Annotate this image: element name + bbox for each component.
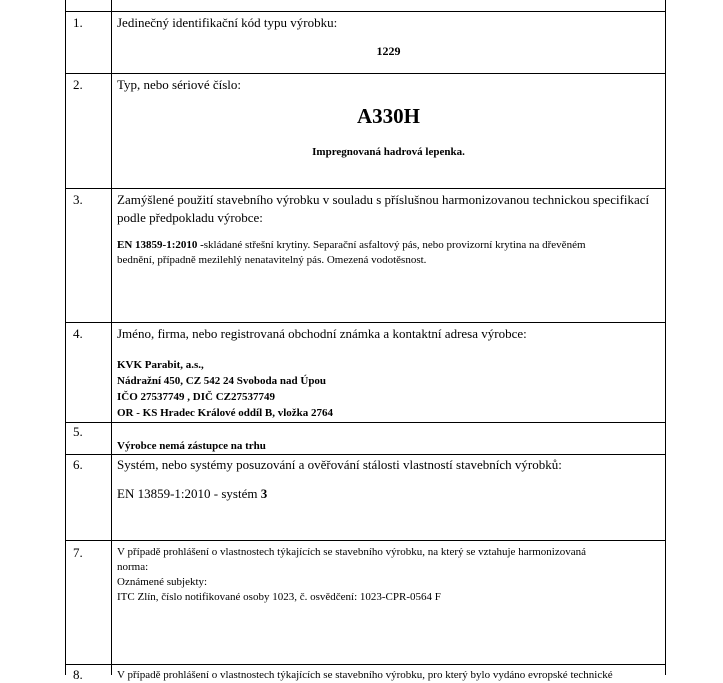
row-label-line1: Zamýšlené použití stavebního výrobku v souladu s příslušnou harmonizovanou technickou specifikací: [117, 192, 650, 207]
use-description-line1: skládané střešní krytiny. Separační asfaltový pás, nebo provizorní krytina na dřevěném: [203, 239, 586, 251]
use-description-line2: bednění, případně mezilehlý nenatavitelný pás. Omezená vodotěsnost.: [117, 254, 427, 266]
row-number: 1.: [73, 15, 83, 30]
standard-reference: EN 13859-1:2010 -: [117, 239, 204, 251]
row-label: V případě prohlášení o vlastnostech týkajících se stavebního výrobku, pro který bylo vydáno evropské technické: [117, 669, 613, 681]
subjects-label: Oznámené subjekty:: [117, 576, 208, 588]
product-code: 1229: [376, 44, 401, 58]
row-divider: [65, 73, 666, 74]
row-number: 3.: [73, 192, 83, 207]
row-label: Typ, nebo sériové číslo:: [117, 77, 242, 92]
row-label: Systém, nebo systémy posuzování a ověřování stálosti vlastností stavebních výrobků:: [117, 457, 562, 472]
product-subtitle: Impregnovaná hadrová lepenka.: [312, 146, 465, 158]
row-number: 2.: [73, 77, 83, 92]
subjects-value: ITC Zlín, číslo notifikované osoby 1023, č. osvědčení: 1023-CPR-0564 F: [117, 591, 441, 603]
row-number: 7.: [73, 545, 83, 560]
table-border-right: [665, 0, 666, 675]
row-divider: [65, 422, 666, 423]
row-divider: [65, 11, 666, 12]
intended-use: [117, 238, 586, 268]
representative-note: Výrobce nemá zástupce na trhu: [117, 440, 266, 452]
manufacturer-register: OR - KS Hradec Králové oddíl B, vložka 2764: [117, 407, 334, 419]
table-border-left: [65, 0, 66, 675]
row-number: 4.: [73, 326, 83, 341]
system-standard: EN 13859-1:2010 - systém: [117, 486, 258, 501]
row-label-line2: podle předpokladu výrobce:: [117, 210, 263, 225]
notified-body-block: [117, 545, 586, 605]
row-divider: [65, 454, 666, 455]
row-number: 5.: [73, 424, 83, 439]
manufacturer-street: Nádražní 450, CZ 542 24 Svoboda nad Úpou: [117, 375, 327, 387]
row-label: Jméno, firma, nebo registrovaná obchodní známka a kontaktní adresa výrobce:: [117, 326, 527, 341]
row-divider: [65, 188, 666, 189]
row-divider: [65, 664, 666, 665]
row-divider: [65, 540, 666, 541]
product-type: A330H: [357, 104, 420, 128]
table-border-num: [111, 0, 112, 675]
manufacturer-name: KVK Parabit, a.s.,: [117, 359, 204, 371]
manufacturer-ids: IČO 27537749 , DIČ CZ27537749: [117, 391, 275, 403]
manufacturer-address: [117, 357, 333, 421]
assessment-system: [117, 485, 267, 503]
row-label-line2: norma:: [117, 561, 149, 573]
row-label: Jedinečný identifikační kód typu výrobku:: [117, 15, 338, 30]
system-number: 3: [260, 486, 268, 501]
row-number: 6.: [73, 457, 83, 472]
row-divider: [65, 322, 666, 323]
row-number: 8.: [73, 667, 83, 682]
row-label-line1: V případě prohlášení o vlastnostech týkajících se stavebního výrobku, na který se vztahuje harmonizovaná: [117, 546, 586, 558]
